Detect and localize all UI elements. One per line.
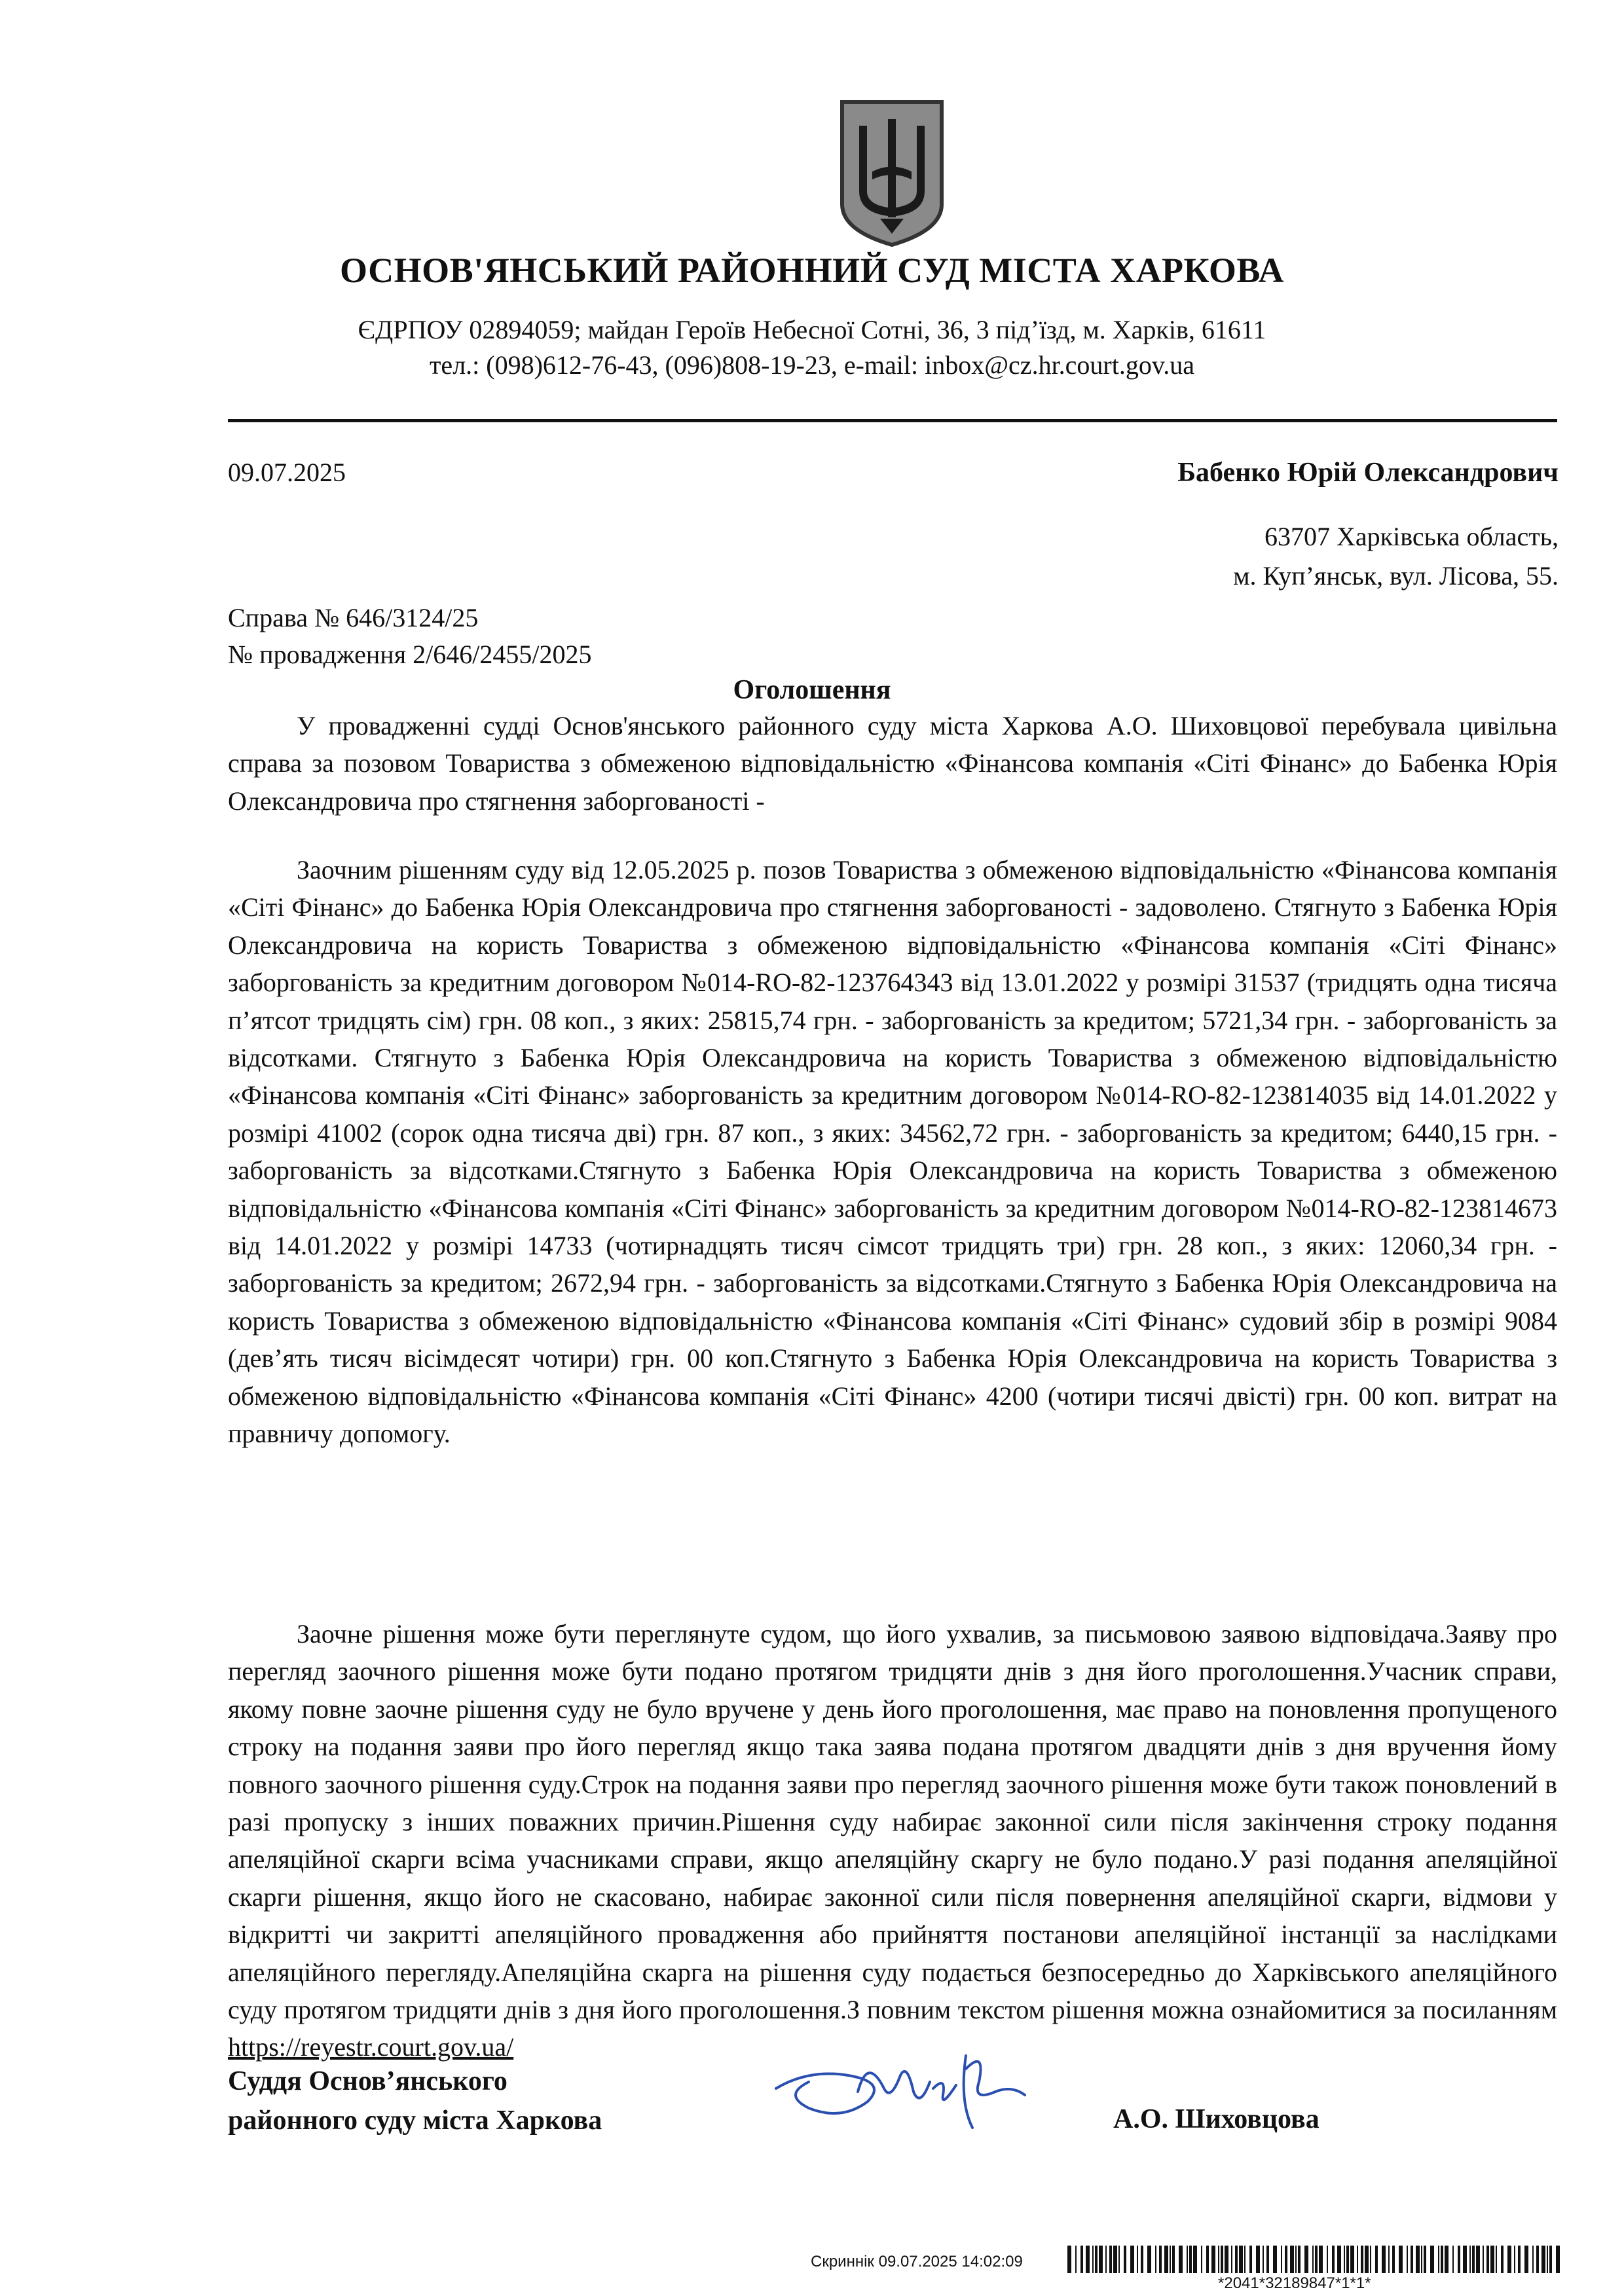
judge-name: А.О. Шиховцова — [1113, 2104, 1320, 2134]
barcode-bar — [1295, 2246, 1297, 2273]
recipient-name: Бабенко Юрій Олександрович — [1177, 458, 1559, 488]
barcode-bar — [1172, 2246, 1175, 2273]
barcode-bar — [1067, 2246, 1071, 2273]
barcode-bar — [1344, 2246, 1345, 2273]
barcode-bar — [1416, 2246, 1420, 2273]
barcode-bar — [1441, 2246, 1443, 2273]
barcode-bar — [1095, 2246, 1098, 2273]
barcode-bar — [1206, 2246, 1209, 2273]
barcode-bar — [1244, 2246, 1246, 2273]
barcode-bar — [1231, 2246, 1232, 2273]
barcode-bar — [1541, 2246, 1545, 2273]
barcode-bar — [1536, 2246, 1539, 2273]
barcode-bar — [1141, 2246, 1143, 2273]
barcode-bar — [1080, 2246, 1083, 2273]
barcode-bar — [1130, 2246, 1134, 2273]
barcode-bar — [1501, 2246, 1504, 2273]
barcode-bar — [1109, 2246, 1112, 2273]
barcode-bar — [1164, 2246, 1168, 2273]
barcode-bar — [1407, 2246, 1408, 2273]
barcode-bar — [1463, 2246, 1467, 2273]
barcode-bar — [1193, 2246, 1197, 2273]
barcode-bar — [1147, 2246, 1151, 2273]
barcode-bar — [1392, 2246, 1395, 2273]
signature-role-line-2: районного суду міста Харкова — [228, 2105, 602, 2136]
barcode-bar — [1424, 2246, 1426, 2273]
barcode-bar — [1532, 2246, 1534, 2273]
court-contacts: тел.: (098)612-76-43, (096)808-19-23, e-mail: inbox@cz.hr.court.gov.ua — [429, 350, 1195, 380]
notice-title: Оголошення — [733, 675, 891, 705]
barcode-bar — [1399, 2246, 1403, 2273]
signature-role-line-1: Суддя Основ’янського — [228, 2066, 507, 2096]
barcode-bar — [1472, 2246, 1475, 2273]
barcode-bar — [1365, 2246, 1369, 2273]
barcode-bar — [1382, 2246, 1386, 2273]
barcode-bar — [1113, 2246, 1117, 2273]
barcode-bar — [1319, 2246, 1323, 2273]
barcode-bar — [1421, 2246, 1422, 2273]
barcode-bar — [1099, 2246, 1103, 2273]
barcode-bar — [1411, 2246, 1413, 2273]
barcode-bar — [1549, 2246, 1552, 2273]
trident-emblem-icon — [840, 100, 944, 247]
barcode-bar — [1189, 2246, 1192, 2273]
paragraph-review-rights — [228, 1615, 1557, 2066]
barcode-bar — [1518, 2246, 1521, 2273]
barcode-bar — [1524, 2246, 1528, 2273]
barcode-bar — [1452, 2246, 1454, 2273]
barcode-bar — [1438, 2246, 1439, 2273]
barcode-bar — [1137, 2246, 1138, 2273]
barcode — [1067, 2246, 1562, 2273]
barcode-bar — [1249, 2246, 1252, 2273]
barcode-bar — [1375, 2246, 1378, 2273]
barcode-bar — [1332, 2246, 1335, 2273]
barcode-bar — [1155, 2246, 1156, 2273]
barcode-bar — [1239, 2246, 1243, 2273]
barcode-bar — [1124, 2246, 1126, 2273]
barcode-bar — [1547, 2246, 1548, 2273]
barcode-bar — [1273, 2246, 1277, 2273]
barcode-bar — [1476, 2246, 1480, 2273]
barcode-bar — [1507, 2246, 1511, 2273]
court-name: ОСНОВ'ЯНСЬКИЙ РАЙОННИЙ СУД МІСТА ХАРКОВА — [340, 251, 1284, 290]
barcode-bar — [1187, 2246, 1188, 2273]
barcode-text: *2041*32189847*1*1* — [1218, 2274, 1371, 2292]
barcode-bar — [1370, 2246, 1371, 2273]
barcode-bar — [1346, 2246, 1349, 2273]
handwritten-signature — [769, 2030, 1044, 2134]
recipient-address-line-2: м. Куп’янськ, вул. Лісова, 55. — [1233, 561, 1559, 591]
paragraph-review-text: Заочне рішення може бути переглянуте судом, що його ухвалив, за письмовою заявою відповідача.Заяву про перегляд заочного рішення може бути подано протягом тридцяти днів з дня його проголошення.Учасник справи, якому повне заочне рішення суду не було вручене у день його проголошення, має право на поновлення пропущеного строку на подання заяви про його перегляд якщо така заява подана протягом двадцяти днів з дня вручення йому повного заочного рішення суду.Строк на подання заяви про перегляд заочного рішення може бути також поновлений в разі пропуску з інших поважних причин.Рішення суду набирає законної сили після закінчення строку подання апеляційної скарги всіма учасниками справи, якщо апеляційну скаргу не було подано.У разі подання апеляційної скарги рішення, якщо його не скасовано, набирає законної сили після повернення апеляційної скарги, відмови у відкритті чи закритті апеляційного провадження або прийняття постанови апеляційної інстанції за наслідками апеляційного перегляду.Апеляційна скарга на рішення суду подається безпосередньо до Харківського апеляційного суду протягом тридцяти днів з дня його проголошення.З повним текстом рішення можна ознайомитися за посиланням — [228, 1619, 1557, 2025]
barcode-bar — [1469, 2246, 1471, 2273]
paragraph-intro: У провадженні судді Основ'янського районного суду міста Харкова А.О. Шиховцової перебувала цивільна справа за позовом Товариства з обмеженою відповідальністю «Фінансова компанія «Сіті Фінанс» до Бабенка Юрія Олександровича про стягнення заборгованості - — [228, 711, 1557, 816]
barcode-bar — [1556, 2246, 1560, 2273]
barcode-bar — [1281, 2246, 1282, 2273]
barcode-bar — [1118, 2246, 1120, 2273]
proceeding-number: № провадження 2/646/2455/2025 — [228, 640, 592, 669]
barcode-bar — [1486, 2246, 1489, 2273]
barcode-bar — [1304, 2246, 1308, 2273]
barcode-bar — [1388, 2246, 1390, 2273]
barcode-bar — [1235, 2246, 1238, 2273]
barcode-bar — [1312, 2246, 1314, 2273]
barcode-bar — [1430, 2246, 1434, 2273]
barcode-bar — [1075, 2246, 1077, 2273]
court-requisites: ЄДРПОУ 02894059; майдан Героїв Небесної Сотні, 36, 3 під’їзд, м. Харків, 61611 — [358, 315, 1266, 344]
barcode-bar — [1350, 2246, 1354, 2273]
barcode-bar — [1357, 2246, 1358, 2273]
barcode-bar — [1445, 2246, 1449, 2273]
barcode-bar — [1086, 2246, 1090, 2273]
barcode-bar — [1514, 2246, 1515, 2273]
barcode-bar — [1221, 2246, 1223, 2273]
barcode-bar — [1170, 2246, 1171, 2273]
barcode-bar — [1458, 2246, 1460, 2273]
barcode-bar — [1225, 2246, 1228, 2273]
barcode-bar — [1290, 2246, 1294, 2273]
barcode-bar — [1201, 2246, 1202, 2273]
barcode-bar — [1256, 2246, 1260, 2273]
barcode-bar — [1211, 2246, 1215, 2273]
barcode-bar — [1496, 2246, 1497, 2273]
barcode-bar — [1490, 2246, 1494, 2273]
barcode-bar — [1179, 2246, 1183, 2273]
barcode-bar — [1285, 2246, 1287, 2273]
barcode-bar — [1105, 2246, 1107, 2273]
barcode-bar — [1266, 2246, 1269, 2273]
barcode-bar — [1483, 2246, 1484, 2273]
letter-date: 09.07.2025 — [228, 458, 346, 487]
barcode-bar — [1263, 2246, 1264, 2273]
barcode-bar — [1218, 2246, 1219, 2273]
header-divider — [228, 419, 1557, 422]
registry-link[interactable]: https://reyestr.court.gov.ua/ — [228, 2032, 514, 2062]
barcode-bar — [1327, 2246, 1328, 2273]
recipient-address-line-1: 63707 Харківська область, — [1264, 522, 1559, 551]
case-number: Справа № 646/3124/25 — [228, 603, 479, 632]
barcode-bar — [1315, 2246, 1318, 2273]
barcode-bar — [1361, 2246, 1363, 2273]
paragraph-decision: Заочним рішенням суду від 12.05.2025 р. позов Товариства з обмеженою відповідальністю «Фінансова компанія «Сіті Фінанс» до Бабенка Юрія Олександровича про стягнення заборгованості - задоволено. Стягнуто з Бабенка Юрія Олександровича на користь Товариства з обмеженою відповідальністю «Фінансова компанія «Сіті Фінанс» заборгованість за кредитним договором №014-RO-82-123764343 від 13.01.2022 у розмірі 31537 (тридцять одна тисяча п’ятсот тридцять сім) грн. 08 коп., з яких: 25815,74 грн. - заборгованість за кредитом; 5721,34 грн. - заборгованість за відсотками. Стягнуто з Бабенка Юрія Олександровича на користь Товариства з обмеженою відповідальністю «Фінансова компанія «Сіті Фінанс» заборгованість за кредитним договором №014-RO-82-123814035 від 14.01.2022 у розмірі 41002 (сорок одна тисяча дві) грн. 87 коп., з яких: 34562,72 грн. - заборгованість за кредитом; 6440,15 грн. - заборгованість за відсотками.Стягнуто з Бабенка Юрія Олександровича на користь Товариства з обмеженою відповідальністю «Фінансова компанія «Сіті Фінанс» заборгованість за кредитним договором №014-RO-82-123814673 від 14.01.2022 у розмірі 14733 (чотирнадцять тисяч сімсот тридцять три) грн. 28 коп., з яких: 12060,34 грн. - заборгованість за кредитом; 2672,94 грн. - заборгованість за відсотками.Стягнуто з Бабенка Юрія Олександровича на користь Товариства з обмеженою відповідальністю «Фінансова компанія «Сіті Фінанс» судовий збір в розмірі 9084 (дев’ять тисяч вісімдесят чотири) грн. 00 коп.Стягнуто з Бабенка Юрія Олександровича на користь Товариства з обмеженою відповідальністю «Фінансова компанія «Сіті Фінанс» 4200 (чотири тисячі двісті) грн. 00 коп. витрат на правничу допомогу. — [228, 855, 1557, 1449]
barcode-bar — [1298, 2246, 1301, 2273]
scan-stamp: Скриннік 09.07.2025 14:02:09 — [811, 2253, 1023, 2270]
barcode-bar — [1092, 2246, 1094, 2273]
barcode-bar — [1159, 2246, 1162, 2273]
barcode-bar — [1337, 2246, 1341, 2273]
